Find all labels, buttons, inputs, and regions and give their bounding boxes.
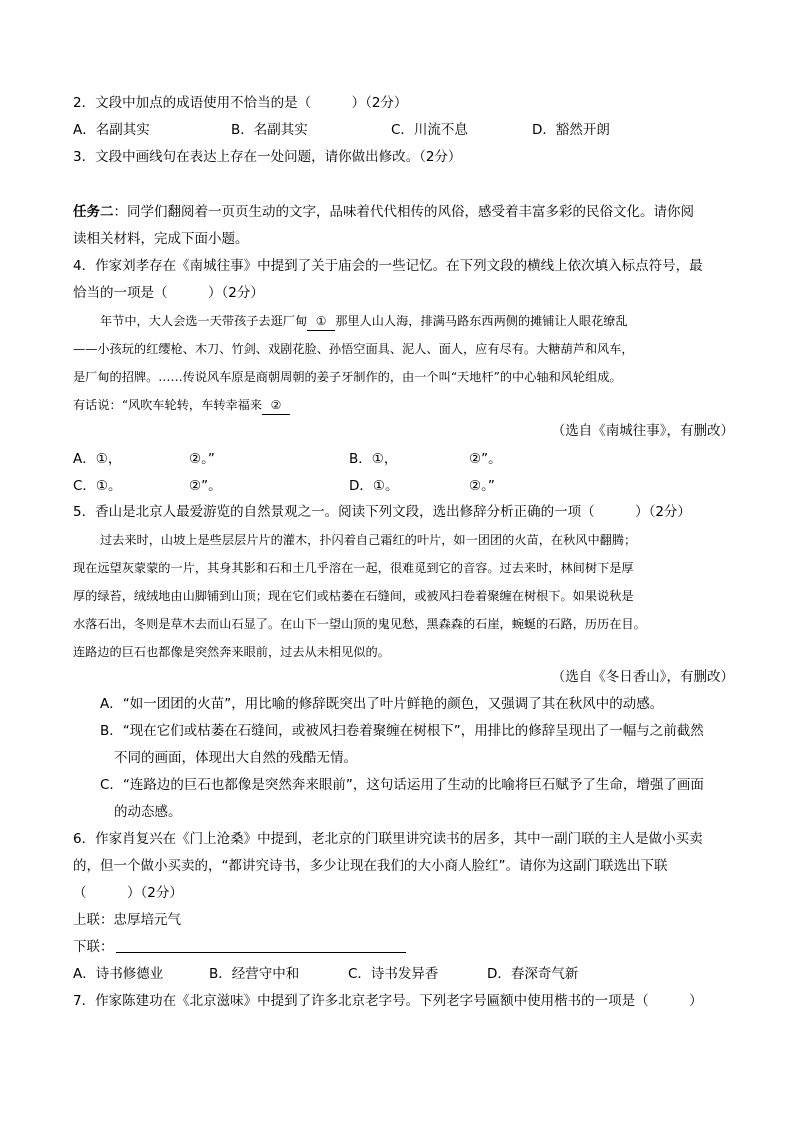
q5-passage-line-3: 厚的绿苔，绒绒地由山脚铺到山顶；现在它们或枯萎在石缝间，或被风扫卷着聚缠在树根下。如果说秋是 (73, 589, 634, 603)
q6-lower-couplet (73, 938, 734, 956)
q5-passage-line-5: 连路边的巨石也都像是突然奔来眼前，过去从未相见似的。 (73, 645, 390, 659)
q4-passage-text: 年节中，大人会选一天带孩子去逛厂甸 (100, 314, 308, 328)
q4-option-b-2: ②”。 (469, 451, 502, 467)
q4-option-d-2: ②。” (469, 478, 495, 494)
q2-stem: 2．文段中加点的成语使用不恰当的是（ ）（2分） (73, 95, 408, 111)
q4-passage-line-1 (100, 312, 734, 331)
q6-stem-cont-2: （ ）（2分） (73, 885, 183, 901)
q4-passage-text: 那里人山人海，排满马路东西两侧的摊铺让人眼花缭乱 (335, 314, 628, 328)
q2-option-c: C．川流不息 (391, 122, 468, 138)
q6-answer-blank[interactable] (116, 939, 406, 953)
q6-stem-cont: 的，但一个做小买卖的，“都讲究诗书，多少让现在我们的大小商人脸红”。请你为这副门联选出下联 (73, 858, 668, 874)
q5-option-b-cont: 不同的画面，体现出大自然的残酷无情。 (114, 750, 357, 766)
q7-stem: 7．作家陈建功在《北京滋味》中提到了许多北京老字号。下列老字号匾额中使用楷书的一项是（ ） (73, 993, 703, 1009)
q5-source: （选自《冬日香山》，有删改） (551, 669, 734, 685)
q4-option-a-1: A．①， (73, 451, 122, 467)
q2-option-a: A．名副其实 (73, 122, 150, 138)
q5-passage-line-4: 水落石出，冬则是草木去而山石显了。在山下一望山顶的鬼见愁，黑森森的石崖，蜿蜒的石路，历历在目。 (73, 617, 646, 631)
q4-option-a-2: ②。” (189, 451, 215, 467)
q4-passage-line-3: 是厂甸的招牌。……传说风车原是商朝周朝的姜子牙制作的，由一个叫“天地杆”的中心轴和风轮组成。 (73, 370, 622, 384)
task2-intro-text: ：同学们翻阅着一页页生动的文字，品味着代代相传的风俗，感受着丰富多彩的民俗文化。请你阅 (113, 204, 694, 220)
q5-passage-line-1: 过去来时，山坡上是些层层片片的灌木，扑闪着自己霜红的叶片，如一团团的火苗，在秋风中翻腾； (100, 533, 637, 547)
q5-option-b: B．“现在它们或枯萎在石缝间，或被风扫卷着聚缠在树根下”，用排比的修辞呈现出了一幅与之前截然 (100, 723, 704, 739)
q4-blank-1: ① (307, 312, 335, 331)
q6-option-d: D．春深奇气新 (487, 966, 579, 982)
q4-passage-line-4 (73, 396, 734, 415)
q5-option-a: A．“如一团团的火苗”，用比喻的修辞既突出了叶片鲜艳的颜色，又强调了其在秋风中的动感。 (100, 696, 664, 712)
q4-passage-line-2: ——小孩玩的红缨枪、木刀、竹剑、戏剧花脸、孙悟空面具、泥人、面人，应有尽有。大糖葫芦和风车， (73, 342, 634, 356)
q4-option-b-1: B．①， (349, 451, 398, 467)
task2-intro (73, 203, 734, 221)
q6-stem: 6．作家肖复兴在《门上沧桑》中提到，老北京的门联里讲究读书的居多，其中一副门联的主人是做小买卖 (73, 831, 703, 847)
q4-option-c-2: ②”。 (189, 478, 222, 494)
q4-blank-2: ② (262, 396, 290, 415)
q2-option-b: B．名副其实 (231, 122, 308, 138)
q2-option-d: D．豁然开朗 (532, 122, 610, 138)
q5-option-c: C．“连路边的巨石也都像是突然奔来眼前”，这句话运用了生动的比喻将巨石赋予了生命，增强了画面 (100, 777, 704, 793)
q4-stem-cont: 恰当的一项是（ ）（2分） (73, 285, 264, 301)
q4-passage-text: 有话说：“风吹车轮转，车转幸福来 (73, 398, 263, 412)
q4-source: （选自《南城往事》，有删改） (551, 423, 734, 439)
q6-lower-label: 下联： (73, 939, 114, 955)
q5-option-c-cont: 的动态感。 (114, 804, 182, 820)
q5-stem: 5．香山是北京人最爱游览的自然景观之一。阅读下列文段，选出修辞分析正确的一项（ ）（2分） (73, 504, 691, 520)
q4-stem: 4．作家刘孝存在《南城往事》中提到了关于庙会的一些记忆。在下列文段的横线上依次填入标点符号，最 (73, 258, 703, 274)
q4-option-c-1: C．①。 (73, 478, 122, 494)
q6-upper-couplet: 上联：忠厚培元气 (73, 912, 181, 928)
task2-intro-cont: 读相关材料，完成下面小题。 (73, 231, 249, 247)
q4-option-d-1: D．①。 (349, 478, 399, 494)
q6-option-b: B．经营守中和 (209, 966, 300, 982)
q6-option-a: A．诗书修德业 (73, 966, 164, 982)
q6-option-c: C．诗书发异香 (348, 966, 439, 982)
task2-label: 任务二 (73, 204, 114, 220)
q5-passage-line-2: 现在远望灰蒙蒙的一片，其身其影和石和土几乎溶在一起，很难觅到它的音容。过去来时，林间树下是厚 (73, 561, 634, 575)
q3-stem: 3．文段中画线句在表达上存在一处问题，请你做出修改。（2分） (73, 149, 462, 165)
